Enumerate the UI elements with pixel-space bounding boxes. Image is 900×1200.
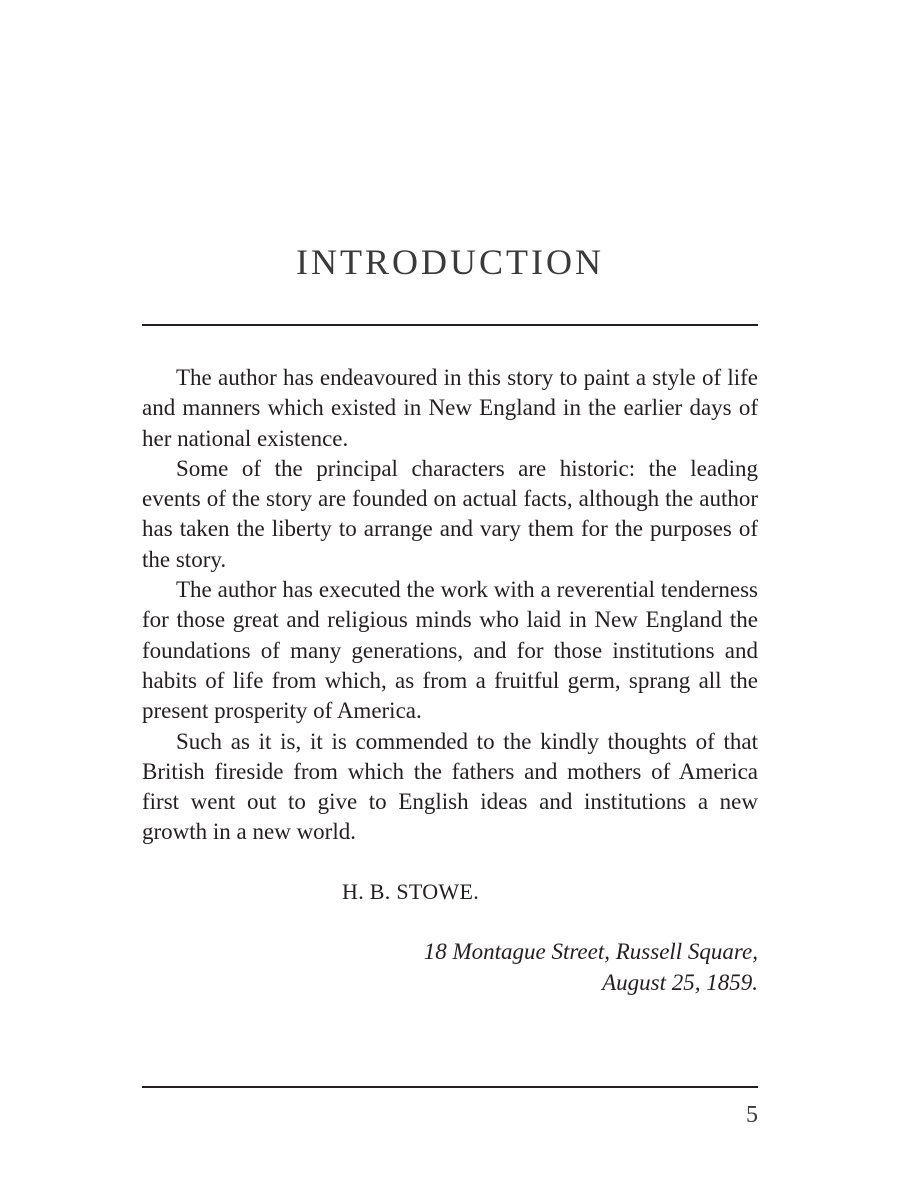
top-divider xyxy=(142,324,758,326)
paragraph: Such as it is, it is commended to the kindly thoughts of that British fireside from which the fathers and mothers of America first went out to give to English ideas and institutions a new growth in a new world. xyxy=(142,728,758,845)
date-line: August 25, 1859. xyxy=(602,970,758,995)
paragraph: The author has endeavoured in this story to paint a style of life and manners which existed in New England in the earlier days of her national existence. xyxy=(142,365,758,451)
dateline xyxy=(424,936,758,998)
introduction-body xyxy=(142,363,758,848)
author-signature: H. B. STOWE. xyxy=(342,879,480,904)
address-line: 18 Montague Street, Russell Square, xyxy=(423,939,758,964)
paragraph: The author has executed the work with a reverential tenderness for those great and religious minds who laid in New England the foundations of many generations, and for those institutions and habits of life from which, as from a fruitful germ, sprang all the present prosperity of America. xyxy=(142,577,758,724)
paragraph: Some of the principal characters are historic: the leading events of the story are founded on actual facts, although the author has taken the liberty to arrange and vary them for the purposes of the story. xyxy=(142,455,758,572)
page-number: 5 xyxy=(746,1102,758,1128)
chapter-title: INTRODUCTION xyxy=(296,242,604,282)
bottom-divider xyxy=(142,1086,758,1088)
